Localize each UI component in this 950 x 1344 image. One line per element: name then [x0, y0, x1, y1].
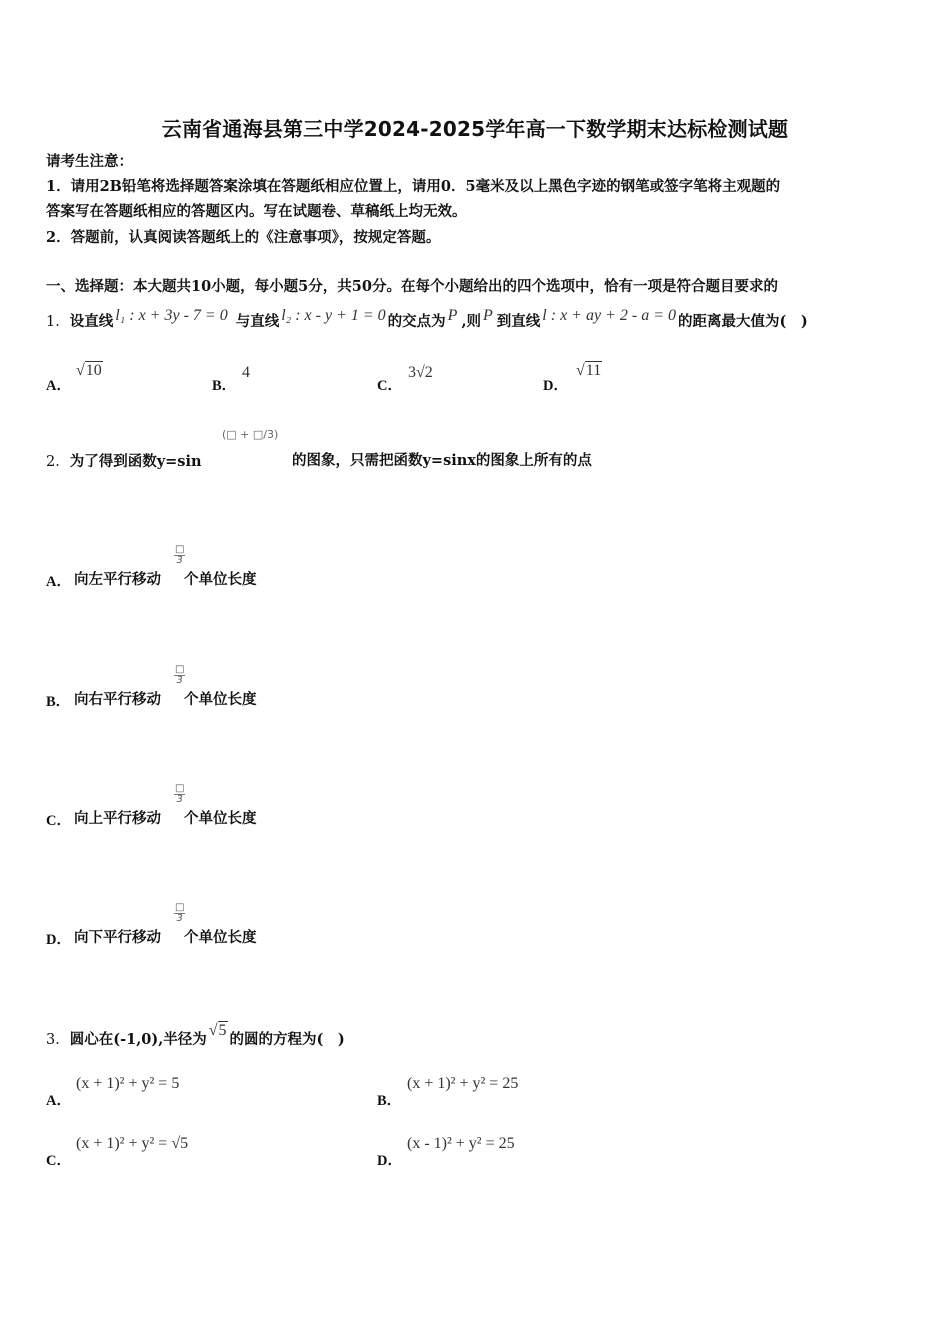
- notice-line-2: 答案写在答题纸相应的答题区内。写在试题卷、草稿纸上均无效。: [46, 203, 467, 220]
- q1-line-l1: l₁ : x + 3y - 7 = 0: [115, 307, 228, 324]
- q1-point-p: P: [447, 307, 458, 324]
- q1-text-4: ,则: [461, 313, 482, 330]
- q2-option-c-unit: 个单位长度: [184, 810, 257, 827]
- q2-option-b-label: B．: [46, 694, 71, 710]
- q1-option-b-label: B．: [212, 378, 237, 394]
- q1-option-c-label: C．: [377, 378, 402, 394]
- question-3: [46, 1014, 345, 1050]
- q2-option-a-unit: 个单位长度: [184, 571, 257, 588]
- q2-option-d-text: 向下平行移动: [74, 929, 161, 946]
- q1-option-b-value: 4: [242, 364, 250, 381]
- q1-text-6: 的距离最大值为( ): [678, 313, 808, 330]
- q1-text-2: 与直线: [235, 313, 280, 330]
- q3-option-c-label: C．: [46, 1153, 71, 1169]
- q2-option-c-fraction: □ 3: [175, 783, 185, 805]
- q3-option-c-eq: (x + 1)² + y² = √5: [76, 1135, 189, 1152]
- q1-text-3: 的交点为: [387, 313, 446, 330]
- q3-option-a-eq: (x + 1)² + y² = 5: [76, 1075, 180, 1092]
- q1-number: 1．: [46, 314, 70, 330]
- q1-text-1: 设直线: [69, 313, 114, 330]
- q2-number: 2．: [46, 454, 70, 470]
- q1-text-5: 到直线: [496, 313, 541, 330]
- q1-option-d-value: √11: [576, 362, 602, 379]
- notice-line-1: 1．请用2B铅笔将选择题答案涂填在答题纸相应位置上，请用0．5毫米及以上黑色字迹的钢笔或签字笔将主观题的: [46, 178, 781, 195]
- q2-argument: (□ + □/3): [222, 428, 279, 441]
- q3-text-1: 圆心在(-1,0),半径为: [69, 1031, 207, 1048]
- q1-option-d-label: D．: [543, 378, 568, 394]
- q2-option-d-fraction: □ 3: [175, 902, 185, 924]
- q1-option-a-label: A．: [46, 378, 71, 394]
- q2-option-d-unit: 个单位长度: [184, 929, 257, 946]
- q3-option-b-label: B．: [377, 1093, 402, 1109]
- q1-option-a-value: √10: [76, 362, 102, 379]
- q2-text-1: 为了得到函数y=sin: [69, 453, 202, 470]
- q3-radius: √5: [208, 1022, 227, 1039]
- notice-line-3: 2．答题前，认真阅读答题纸上的《注意事项》，按规定答题。: [46, 229, 441, 246]
- q2-text-2: 的图象，只需把函数y=sinx的图象上所有的点: [292, 452, 592, 469]
- q3-text-2: 的圆的方程为( ): [229, 1031, 345, 1048]
- q2-option-a-text: 向左平行移动: [74, 571, 161, 588]
- q2-option-c-text: 向上平行移动: [74, 810, 161, 827]
- q1-option-c-value: 3√2: [408, 364, 433, 381]
- q2-option-c-label: C．: [46, 813, 71, 829]
- q1-line-l2: l₂ : x - y + 1 = 0: [281, 307, 386, 324]
- q3-option-d-label: D．: [377, 1153, 402, 1169]
- q2-option-b-unit: 个单位长度: [184, 691, 257, 708]
- q3-option-b-eq: (x + 1)² + y² = 25: [407, 1075, 519, 1092]
- section-heading: 一、选择题：本大题共10小题，每小题5分，共50分。在每个小题给出的四个选项中，恰有一项是符合题目要求的: [46, 278, 778, 295]
- q1-point-p-2: P: [483, 307, 493, 324]
- q1-options: [46, 362, 646, 392]
- q3-option-a-label: A．: [46, 1093, 71, 1109]
- q2-option-b-fraction: □ 3: [175, 664, 185, 686]
- notice-heading: 请考生注意：: [46, 153, 133, 170]
- q2-option-a-fraction: □ 3: [175, 544, 185, 566]
- q2-option-a-label: A．: [46, 574, 71, 590]
- q2-option-b-text: 向右平行移动: [74, 691, 161, 708]
- q1-line-l: l : x + ay + 2 - a = 0: [542, 307, 676, 324]
- q3-option-d-eq: (x - 1)² + y² = 25: [407, 1135, 515, 1152]
- question-2: [46, 451, 202, 472]
- page-title: 云南省通海县第三中学2024-2025学年高一下数学期末达标检测试题: [161, 117, 789, 141]
- q2-option-d-label: D．: [46, 932, 71, 948]
- q3-number: 3．: [46, 1032, 70, 1048]
- question-1: [46, 304, 808, 340]
